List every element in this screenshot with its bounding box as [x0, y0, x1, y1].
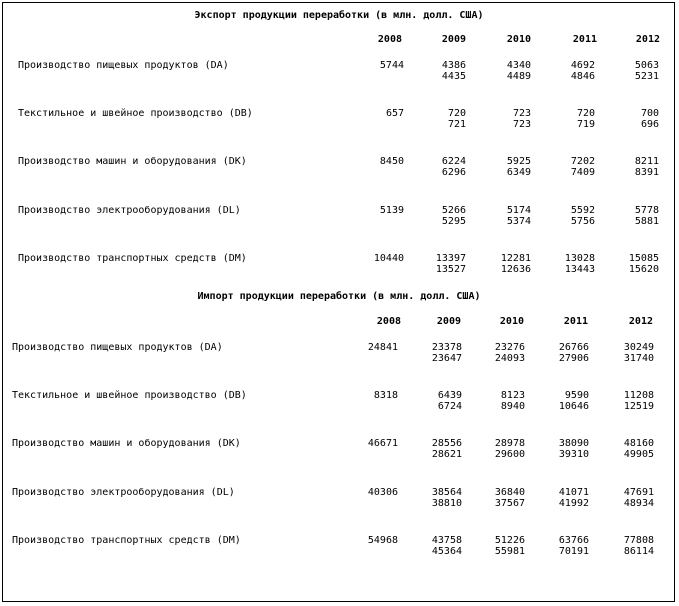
export-value-2009: 5266 [441, 205, 466, 216]
import-value-2010: 23276 [494, 342, 525, 353]
export-value-2009-alt: 6296 [441, 167, 466, 178]
export-value-2010: 4340 [506, 60, 531, 71]
export-year-2009: 2009 [441, 34, 466, 45]
export-value-2009: 720 [447, 108, 466, 119]
import-value-2012-alt: 31740 [623, 353, 654, 364]
export-row-label: Производство электрооборудования (DL) [18, 205, 241, 216]
import-value-2012-alt: 86114 [623, 546, 654, 557]
export-value-2011-alt: 719 [576, 119, 595, 130]
import-value-2008: 54968 [367, 535, 398, 546]
export-value-2008: 8450 [379, 156, 404, 167]
import-year-2012: 2012 [628, 316, 653, 327]
export-value-2009-alt: 13527 [435, 264, 466, 275]
export-value-2008: 657 [385, 108, 404, 119]
export-value-2012-alt: 8391 [634, 167, 659, 178]
import-value-2010-alt: 8940 [500, 401, 525, 412]
import-value-2009-alt: 28621 [431, 449, 462, 460]
export-value-2011: 5592 [570, 205, 595, 216]
import-value-2010-alt: 29600 [494, 449, 525, 460]
import-value-2011-alt: 39310 [558, 449, 589, 460]
export-value-2012-alt: 696 [640, 119, 659, 130]
import-value-2009-alt: 38810 [431, 498, 462, 509]
export-value-2012-alt: 15620 [628, 264, 659, 275]
import-value-2009: 28556 [431, 438, 462, 449]
export-value-2012: 5063 [634, 60, 659, 71]
export-value-2012: 700 [640, 108, 659, 119]
export-value-2010-alt: 723 [512, 119, 531, 130]
import-value-2009: 23378 [431, 342, 462, 353]
export-value-2010-alt: 5374 [506, 216, 531, 227]
import-value-2008: 24841 [367, 342, 398, 353]
import-value-2010: 51226 [494, 535, 525, 546]
import-value-2012-alt: 12519 [623, 401, 654, 412]
import-value-2012-alt: 48934 [623, 498, 654, 509]
import-value-2009: 6439 [437, 390, 462, 401]
export-value-2011-alt: 13443 [564, 264, 595, 275]
export-value-2010-alt: 4489 [506, 71, 531, 82]
export-value-2010: 5174 [506, 205, 531, 216]
import-value-2011-alt: 27906 [558, 353, 589, 364]
export-value-2009-alt: 721 [447, 119, 466, 130]
export-value-2010: 723 [512, 108, 531, 119]
import-value-2009-alt: 23647 [431, 353, 462, 364]
import-row-label: Производство машин и оборудования (DK) [12, 438, 241, 449]
export-year-2012: 2012 [635, 34, 660, 45]
import-value-2012: 77808 [623, 535, 654, 546]
import-value-2012: 30249 [623, 342, 654, 353]
import-value-2008: 40306 [367, 487, 398, 498]
export-value-2012: 5778 [634, 205, 659, 216]
import-row-label: Производство пищевых продуктов (DA) [12, 342, 223, 353]
export-value-2009: 4386 [441, 60, 466, 71]
export-value-2011: 720 [576, 108, 595, 119]
export-row-label: Текстильное и швейное производство (DB) [18, 108, 253, 119]
export-value-2011: 7202 [570, 156, 595, 167]
import-year-2009: 2009 [436, 316, 461, 327]
export-value-2012: 15085 [628, 253, 659, 264]
import-value-2010: 28978 [494, 438, 525, 449]
import-value-2010: 8123 [500, 390, 525, 401]
export-value-2008: 5744 [379, 60, 404, 71]
import-value-2012: 11208 [623, 390, 654, 401]
export-year-2008: 2008 [377, 34, 402, 45]
import-row-label: Производство электрооборудования (DL) [12, 487, 235, 498]
export-value-2009: 6224 [441, 156, 466, 167]
import-value-2010-alt: 24093 [494, 353, 525, 364]
import-value-2008: 8318 [373, 390, 398, 401]
import-value-2012-alt: 49905 [623, 449, 654, 460]
export-row-label: Производство транспортных средств (DM) [18, 253, 247, 264]
export-row-label: Производство машин и оборудования (DK) [18, 156, 247, 167]
document-frame [2, 2, 675, 602]
import-value-2010-alt: 55981 [494, 546, 525, 557]
export-value-2011-alt: 5756 [570, 216, 595, 227]
import-value-2011: 26766 [558, 342, 589, 353]
export-value-2009-alt: 4435 [441, 71, 466, 82]
import-value-2011-alt: 10646 [558, 401, 589, 412]
export-value-2010-alt: 12636 [500, 264, 531, 275]
import-value-2011-alt: 70191 [558, 546, 589, 557]
import-year-2010: 2010 [499, 316, 524, 327]
export-value-2011-alt: 7409 [570, 167, 595, 178]
import-title: Импорт продукции переработки (в млн. долл. США) [197, 291, 481, 302]
import-value-2012: 48160 [623, 438, 654, 449]
export-value-2012-alt: 5881 [634, 216, 659, 227]
export-value-2009: 13397 [435, 253, 466, 264]
export-value-2012: 8211 [634, 156, 659, 167]
import-value-2011-alt: 41992 [558, 498, 589, 509]
import-value-2009: 43758 [431, 535, 462, 546]
export-value-2010-alt: 6349 [506, 167, 531, 178]
export-value-2011: 4692 [570, 60, 595, 71]
import-value-2010-alt: 37567 [494, 498, 525, 509]
export-value-2011-alt: 4846 [570, 71, 595, 82]
export-value-2012-alt: 5231 [634, 71, 659, 82]
import-value-2009-alt: 6724 [437, 401, 462, 412]
import-row-label: Производство транспортных средств (DM) [12, 535, 241, 546]
export-value-2008: 10440 [373, 253, 404, 264]
export-value-2011: 13028 [564, 253, 595, 264]
import-value-2009: 38564 [431, 487, 462, 498]
import-value-2010: 36840 [494, 487, 525, 498]
import-year-2011: 2011 [563, 316, 588, 327]
export-row-label: Производство пищевых продуктов (DA) [18, 60, 229, 71]
export-value-2008: 5139 [379, 205, 404, 216]
export-value-2010: 5925 [506, 156, 531, 167]
import-value-2011: 41071 [558, 487, 589, 498]
import-year-2008: 2008 [376, 316, 401, 327]
import-value-2011: 38090 [558, 438, 589, 449]
import-value-2011: 63766 [558, 535, 589, 546]
export-year-2010: 2010 [506, 34, 531, 45]
import-value-2011: 9590 [564, 390, 589, 401]
export-value-2009-alt: 5295 [441, 216, 466, 227]
import-value-2012: 47691 [623, 487, 654, 498]
export-title: Экспорт продукции переработки (в млн. долл. США) [194, 10, 484, 21]
import-value-2009-alt: 45364 [431, 546, 462, 557]
import-value-2008: 46671 [367, 438, 398, 449]
import-row-label: Текстильное и швейное производство (DB) [12, 390, 247, 401]
export-year-2011: 2011 [572, 34, 597, 45]
export-value-2010: 12281 [500, 253, 531, 264]
